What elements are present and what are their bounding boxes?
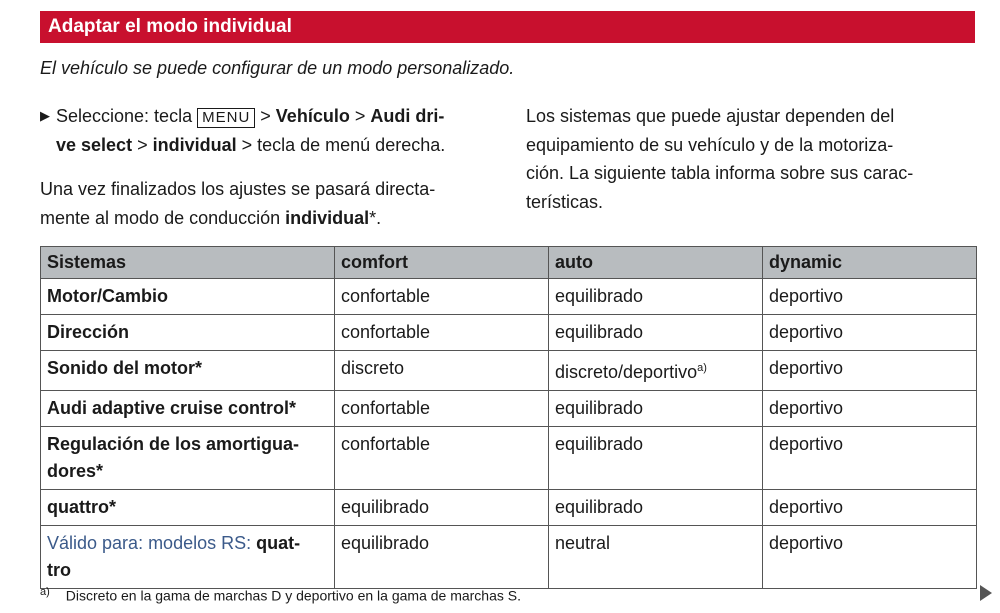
menu-key: MENU [197, 108, 255, 128]
step-audi-drive-select-b: ve select [56, 134, 133, 155]
step-prefix: Seleccione: tecla [56, 106, 193, 126]
cell-system-line: dores* [47, 461, 104, 481]
instruction-step [40, 102, 490, 159]
bullet-arrow-icon: ▶ [40, 108, 50, 123]
cell-dynamic: deportivo [763, 351, 977, 391]
header-comfort: comfort [335, 247, 549, 279]
cell-dynamic: deportivo [763, 427, 977, 490]
step-audi-drive-select-a: Audi dri- [370, 106, 445, 126]
step-separator: > [349, 106, 371, 126]
para-bold: individual [285, 207, 370, 228]
cell-dynamic: deportivo [763, 490, 977, 526]
right-line: ción. La siguiente tabla informa sobre sus carac- [526, 163, 914, 183]
cell-system [41, 526, 335, 589]
para-line: Una vez finalizados los ajustes se pasará directa- [40, 179, 436, 199]
cell-system-bold: tro [47, 560, 71, 580]
cell-system-prefix: Válido para: modelos RS: [47, 533, 257, 553]
header-sistemas: Sistemas [41, 247, 335, 279]
cell-comfort: equilibrado [335, 526, 549, 589]
cell-system: Audi adaptive cruise control* [41, 391, 335, 427]
left-column [40, 102, 490, 232]
cell-auto: neutral [549, 526, 763, 589]
step-vehiculo: Vehículo [275, 106, 350, 126]
footnote-mark: a) [40, 586, 50, 598]
cell-dynamic: deportivo [763, 315, 977, 351]
cell-auto: equilibrado [549, 427, 763, 490]
table-row [41, 391, 977, 427]
cell-system: Sonido del motor* [41, 351, 335, 391]
para-line: mente al modo de conducción [40, 207, 286, 228]
next-page-arrow-icon[interactable] [980, 585, 992, 601]
table-row [41, 315, 977, 351]
right-column [526, 102, 976, 216]
cell-dynamic: deportivo [763, 279, 977, 315]
cell-auto: equilibrado [549, 391, 763, 427]
systems-table [40, 246, 977, 589]
cell-system-bold: quat- [256, 533, 301, 553]
right-line: Los sistemas que puede ajustar dependen del [526, 106, 895, 126]
right-line: equipamiento de su vehículo y de la motoriza- [526, 134, 894, 155]
right-line: terísticas. [526, 191, 604, 212]
step-separator: > [255, 106, 276, 126]
table-row [41, 279, 977, 315]
table-row [41, 490, 977, 526]
cell-auto: equilibrado [549, 279, 763, 315]
cell-dynamic: deportivo [763, 391, 977, 427]
footnote-ref: a) [697, 362, 707, 374]
cell-auto-text: discreto/deportivo [555, 362, 698, 382]
cell-comfort: discreto [335, 351, 549, 391]
header-dynamic: dynamic [763, 247, 977, 279]
table-row [41, 427, 977, 490]
cell-dynamic: deportivo [763, 526, 977, 589]
cell-comfort: equilibrado [335, 490, 549, 526]
section-title: Adaptar el modo individual [40, 11, 975, 43]
table-row [41, 351, 977, 391]
cell-system: quattro* [41, 490, 335, 526]
para-end: *. [369, 207, 382, 228]
cell-auto: equilibrado [549, 490, 763, 526]
cell-system: Dirección [41, 315, 335, 351]
cell-system [41, 427, 335, 490]
cell-comfort: confortable [335, 391, 549, 427]
step-individual: individual [152, 134, 237, 155]
cell-comfort: confortable [335, 279, 549, 315]
cell-comfort: confortable [335, 315, 549, 351]
step-suffix: > tecla de menú derecha. [236, 134, 446, 155]
left-paragraph [40, 175, 490, 232]
cell-system-line: Regulación de los amortigua- [47, 434, 300, 454]
cell-comfort: confortable [335, 427, 549, 490]
header-auto: auto [549, 247, 763, 279]
cell-system: Motor/Cambio [41, 279, 335, 315]
step-separator: > [132, 134, 153, 155]
intro-text: El vehículo se puede configurar de un modo personalizado. [40, 58, 515, 78]
cell-auto: equilibrado [549, 315, 763, 351]
footnote [40, 586, 521, 604]
cell-auto [549, 351, 763, 391]
table-row [41, 526, 977, 589]
table-header-row [41, 247, 977, 279]
footnote-text: Discreto en la gama de marchas D y deportivo en la gama de marchas S. [65, 587, 521, 604]
